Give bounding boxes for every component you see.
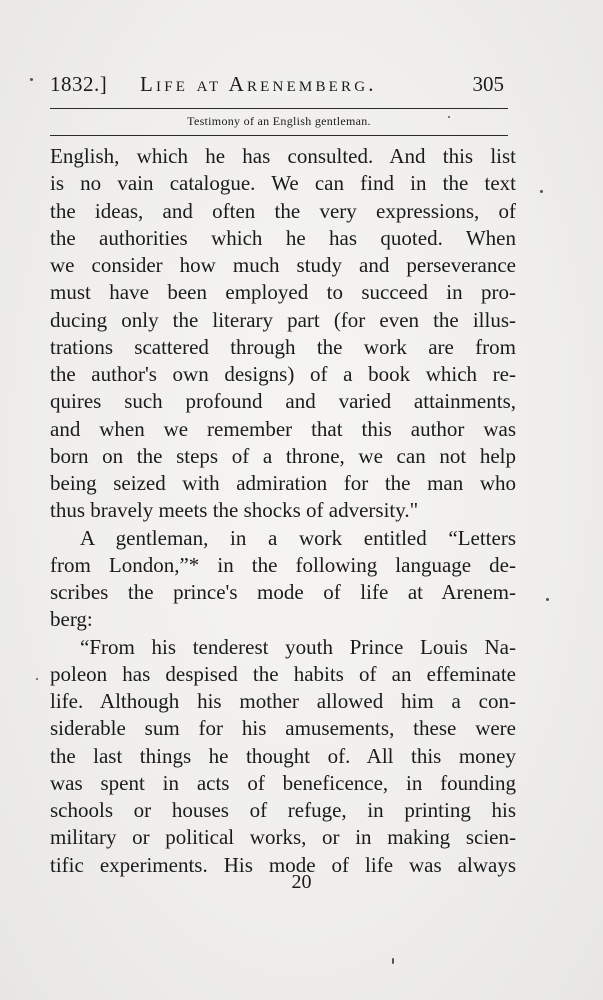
text-line: trations scattered through the work are from	[50, 334, 516, 359]
text-line: the author's own designs) of a book which re-	[50, 362, 516, 386]
print-speck	[540, 190, 543, 193]
text-line: the last things he thought of. All this money	[50, 743, 516, 768]
subheading-rule	[50, 135, 508, 136]
print-speck	[448, 116, 450, 118]
text-line: English, which he has consulted. And this list	[50, 144, 516, 168]
text-line: quires such profound and varied attainments,	[50, 389, 516, 414]
print-speck	[392, 958, 394, 964]
text-line: berg:	[50, 607, 93, 632]
text-line: tific experiments. His mode of life was always	[50, 852, 516, 877]
text-line: life. Although his mother allowed him a con-	[50, 689, 516, 713]
page-number: 305	[472, 72, 504, 96]
text-line: military or political works, or in making scien-	[50, 825, 516, 850]
text-line: the ideas, and often the very expressions, of	[50, 198, 516, 223]
header-rule	[50, 108, 508, 109]
header-year: 1832.]	[50, 72, 108, 96]
text-line: thus bravely meets the shocks of adversity."	[50, 498, 419, 523]
text-line: and when we remember that this author was	[50, 416, 516, 441]
text-line: A gentleman, in a work entitled “Letters	[80, 525, 516, 550]
text-line: ducing only the literary part (for even the illus-	[50, 307, 516, 332]
text-line: being seized with admiration for the man who	[50, 471, 516, 495]
print-speck	[36, 678, 38, 680]
text-line: siderable sum for his amusements, these were	[50, 716, 516, 741]
running-header	[50, 72, 506, 102]
text-line: the authorities which he has quoted. When	[50, 225, 516, 250]
text-line: from London,”* in the following language de-	[50, 552, 516, 577]
print-speck	[30, 78, 33, 81]
text-line: “From his tenderest youth Prince Louis Na-	[80, 634, 516, 659]
text-line: poleon has despised the habits of an effeminate	[50, 661, 516, 686]
text-line: we consider how much study and perseverance	[50, 253, 516, 277]
section-subheading: Testimony of an English gentleman.	[187, 114, 371, 128]
signature-mark: 20	[291, 871, 312, 893]
text-line: was spent in acts of beneficence, in founding	[50, 770, 516, 795]
text-line: scribes the prince's mode of life at Arenem-	[50, 580, 516, 604]
text-line: born on the steps of a throne, we can not help	[50, 443, 516, 468]
text-line: must have been employed to succeed in pro-	[50, 280, 516, 305]
text-line: is no vain catalogue. We can find in the text	[50, 171, 516, 196]
print-speck	[546, 598, 549, 601]
header-title: Life at Arenemberg.	[140, 72, 377, 96]
body-text	[50, 143, 516, 879]
text-line: schools or houses of refuge, in printing his	[50, 798, 516, 822]
